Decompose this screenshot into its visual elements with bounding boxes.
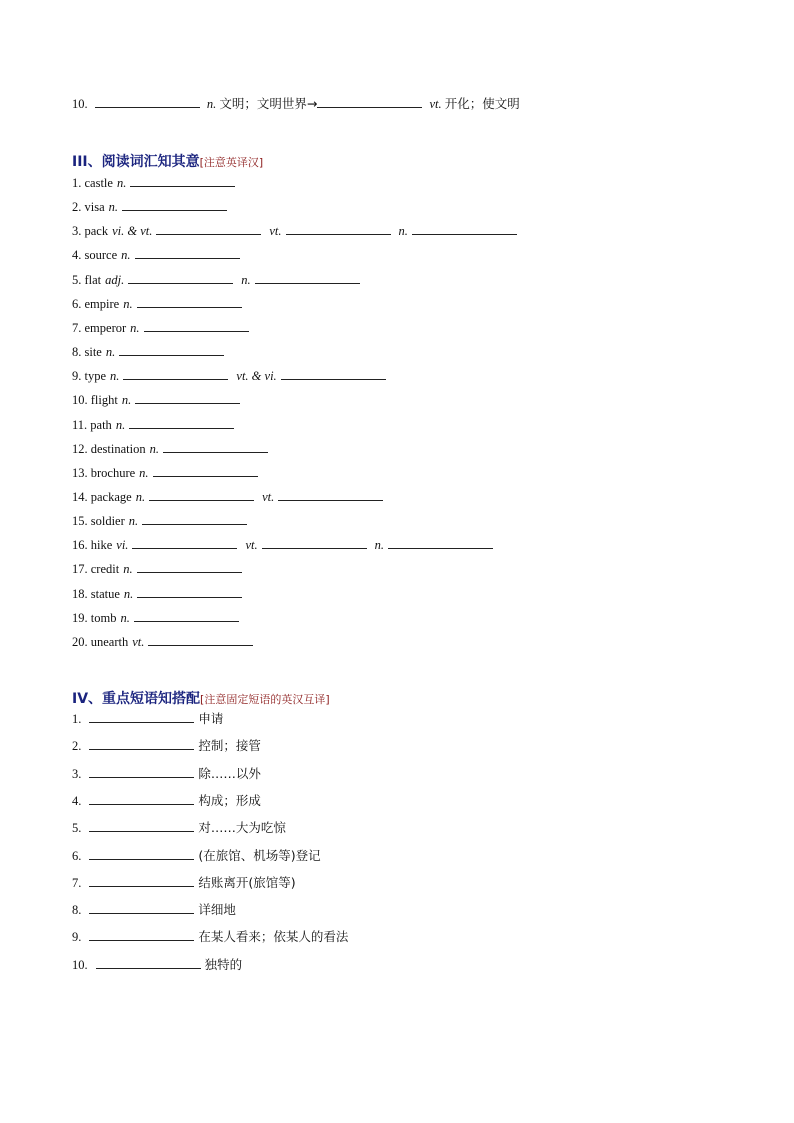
vocab-item xyxy=(72,417,238,433)
phrase-item xyxy=(72,902,236,918)
section-3-heading xyxy=(72,151,263,171)
answer-blank[interactable] xyxy=(317,96,422,108)
part-of-speech: vt. xyxy=(269,224,282,239)
part-of-speech: n. xyxy=(374,538,384,553)
vocab-word: 4. source xyxy=(72,248,118,263)
answer-blank[interactable] xyxy=(89,902,194,914)
answer-blank[interactable] xyxy=(137,561,242,573)
item-number: 3. xyxy=(72,766,82,781)
item-number: 10. xyxy=(72,97,88,111)
part-of-speech: vi. & vt. xyxy=(112,224,153,239)
part-of-speech: n. xyxy=(121,393,132,408)
vocab-word: 6. empire xyxy=(72,296,120,311)
vocab-word: 12. destination xyxy=(72,441,146,456)
chinese-meaning: 在某人看来；依某人的看法 xyxy=(198,929,349,945)
answer-blank[interactable] xyxy=(137,586,242,598)
vocab-word: 3. pack xyxy=(72,224,109,239)
vocab-item xyxy=(72,272,364,288)
part-of-speech: n. xyxy=(123,562,133,577)
part-of-speech: vt. & vi. xyxy=(236,369,277,384)
answer-blank[interactable] xyxy=(149,489,254,501)
vocab-word: 10. flight xyxy=(72,393,118,408)
vocab-word: 1. castle xyxy=(72,176,113,190)
vocab-word: 15. soldier xyxy=(72,514,125,529)
part-of-speech: vt. xyxy=(245,538,258,553)
answer-blank[interactable] xyxy=(135,247,240,259)
phrase-item xyxy=(72,875,296,891)
phrase-item xyxy=(72,711,223,727)
item-number: 7. xyxy=(72,875,82,890)
answer-blank[interactable] xyxy=(128,272,233,284)
answer-blank[interactable] xyxy=(144,320,249,332)
answer-blank[interactable] xyxy=(132,537,237,549)
answer-blank[interactable] xyxy=(286,223,391,235)
phrase-item xyxy=(72,738,261,754)
vocab-item xyxy=(72,344,228,360)
vocab-word: 11. path xyxy=(72,417,112,432)
answer-blank[interactable] xyxy=(89,711,194,723)
part-of-speech: vt. xyxy=(262,489,275,504)
vocab-item xyxy=(72,537,497,553)
vocab-item xyxy=(72,392,244,408)
part-of-speech: adj. xyxy=(105,272,125,287)
chinese-meaning: 详细地 xyxy=(198,902,236,918)
answer-blank[interactable] xyxy=(89,766,194,778)
vocab-item xyxy=(72,368,390,384)
part-of-speech: n. xyxy=(116,176,127,190)
vocab-item xyxy=(72,465,262,481)
answer-blank[interactable] xyxy=(412,223,517,235)
answer-blank[interactable] xyxy=(255,272,360,284)
part-of-speech: vt. xyxy=(132,634,145,649)
phrase-item xyxy=(72,957,242,973)
part-of-speech: n. xyxy=(108,200,119,215)
answer-blank[interactable] xyxy=(281,368,386,380)
phrase-item xyxy=(72,929,348,945)
answer-blank[interactable] xyxy=(89,929,194,941)
part-of-speech: n. xyxy=(123,586,134,601)
chinese-meaning: (在旅馆、机场等)登记 xyxy=(198,847,321,863)
phrase-item xyxy=(72,793,261,809)
part-of-speech: vi. xyxy=(116,538,129,553)
part-of-speech: n. xyxy=(398,224,408,239)
answer-blank[interactable] xyxy=(89,738,194,750)
item-number: 1. xyxy=(72,712,82,726)
answer-blank[interactable] xyxy=(262,537,367,549)
item-number: 4. xyxy=(72,793,82,808)
vocab-word: 7. emperor xyxy=(72,320,127,335)
vocab-item xyxy=(72,634,257,650)
part-of-speech: n. xyxy=(110,369,120,384)
chinese-meaning: 独特的 xyxy=(204,956,243,972)
item-number: 2. xyxy=(72,739,82,754)
vocab-item xyxy=(72,513,251,529)
item-number: 10. xyxy=(72,957,88,972)
answer-blank[interactable] xyxy=(134,610,239,622)
answer-blank[interactable] xyxy=(89,875,194,887)
vocab-word: 19. tomb xyxy=(72,610,117,625)
chinese-meaning: 结账离开(旅馆等) xyxy=(198,874,296,890)
part-of-speech: n. xyxy=(139,465,149,480)
answer-blank[interactable] xyxy=(89,848,194,860)
vocab-word: 2. visa xyxy=(72,200,105,215)
chinese-meaning: 控制；接管 xyxy=(198,738,261,754)
answer-blank[interactable] xyxy=(278,489,383,501)
vocab-item xyxy=(72,296,246,312)
section-note: [注意固定短语的英汉互译] xyxy=(200,693,330,706)
vocab-word: 16. hike xyxy=(72,538,113,553)
vocab-word: 13. brochure xyxy=(72,465,136,480)
chinese-meaning: 对……大为吃惊 xyxy=(198,820,286,836)
answer-blank[interactable] xyxy=(89,820,194,832)
vocab-word: 8. site xyxy=(72,345,102,360)
vocab-item xyxy=(72,247,244,263)
answer-blank[interactable] xyxy=(142,513,247,525)
item-number: 6. xyxy=(72,848,82,863)
chinese-meaning: 开化；使文明 xyxy=(444,96,520,111)
vocab-word: 18. statue xyxy=(72,586,120,601)
answer-blank[interactable] xyxy=(388,537,493,549)
vocab-item xyxy=(72,320,253,336)
vocab-word: 20. unearth xyxy=(72,634,129,649)
part-of-speech: n. xyxy=(241,272,251,287)
chinese-meaning: 构成；形成 xyxy=(198,792,261,808)
section-4-heading xyxy=(72,688,330,708)
item-number: 5. xyxy=(72,821,82,836)
chinese-meaning: 除……以外 xyxy=(198,765,261,781)
phrase-item xyxy=(72,848,321,864)
phrase-item xyxy=(72,766,261,782)
vocab-item xyxy=(72,489,387,505)
answer-blank[interactable] xyxy=(123,368,228,380)
answer-blank[interactable] xyxy=(156,223,261,235)
vocab-word: 9. type xyxy=(72,369,107,384)
item-number: 9. xyxy=(72,930,82,945)
part-of-speech: n. xyxy=(128,514,139,529)
answer-blank[interactable] xyxy=(129,417,234,429)
chinese-meaning: 文明；文明世界→ xyxy=(219,96,318,111)
vocab-item xyxy=(72,586,246,602)
answer-blank[interactable] xyxy=(89,793,194,805)
vocab-word: 5. flat xyxy=(72,272,102,287)
part-of-speech: n. xyxy=(149,441,159,456)
answer-blank[interactable] xyxy=(119,344,224,356)
part-of-speech: n. xyxy=(115,417,126,432)
phrase-item xyxy=(72,820,286,836)
answer-blank[interactable] xyxy=(95,96,200,108)
vocab-item xyxy=(72,610,243,626)
answer-blank[interactable] xyxy=(153,465,258,477)
part-of-speech: n. xyxy=(130,320,140,335)
part-of-speech: n. xyxy=(121,248,131,263)
answer-blank[interactable] xyxy=(137,296,242,308)
part-of-speech: n. xyxy=(120,610,130,625)
vocab-item xyxy=(72,175,239,191)
vocab-item-10-top xyxy=(72,96,520,112)
part-of-speech: n. xyxy=(206,97,217,111)
vocab-word: 14. package xyxy=(72,489,132,504)
section-title: III、阅读词汇知其意 xyxy=(72,154,200,170)
part-of-speech: n. xyxy=(105,345,116,360)
part-of-speech: n. xyxy=(123,296,133,311)
answer-blank[interactable] xyxy=(130,175,235,187)
answer-blank[interactable] xyxy=(122,199,227,211)
section-note: [注意英译汉] xyxy=(199,156,264,169)
answer-blank[interactable] xyxy=(163,441,268,453)
vocab-item xyxy=(72,441,272,457)
answer-blank[interactable] xyxy=(96,957,201,969)
part-of-speech: vt. xyxy=(429,97,442,111)
chinese-meaning: 申请 xyxy=(198,711,224,726)
part-of-speech: n. xyxy=(135,489,146,504)
vocab-item xyxy=(72,199,231,215)
answer-blank[interactable] xyxy=(135,392,240,404)
item-number: 8. xyxy=(72,903,82,918)
vocab-item xyxy=(72,561,246,577)
answer-blank[interactable] xyxy=(148,634,253,646)
vocab-word: 17. credit xyxy=(72,562,120,577)
section-title: IV、重点短语知搭配 xyxy=(72,691,201,707)
vocab-item xyxy=(72,223,521,239)
